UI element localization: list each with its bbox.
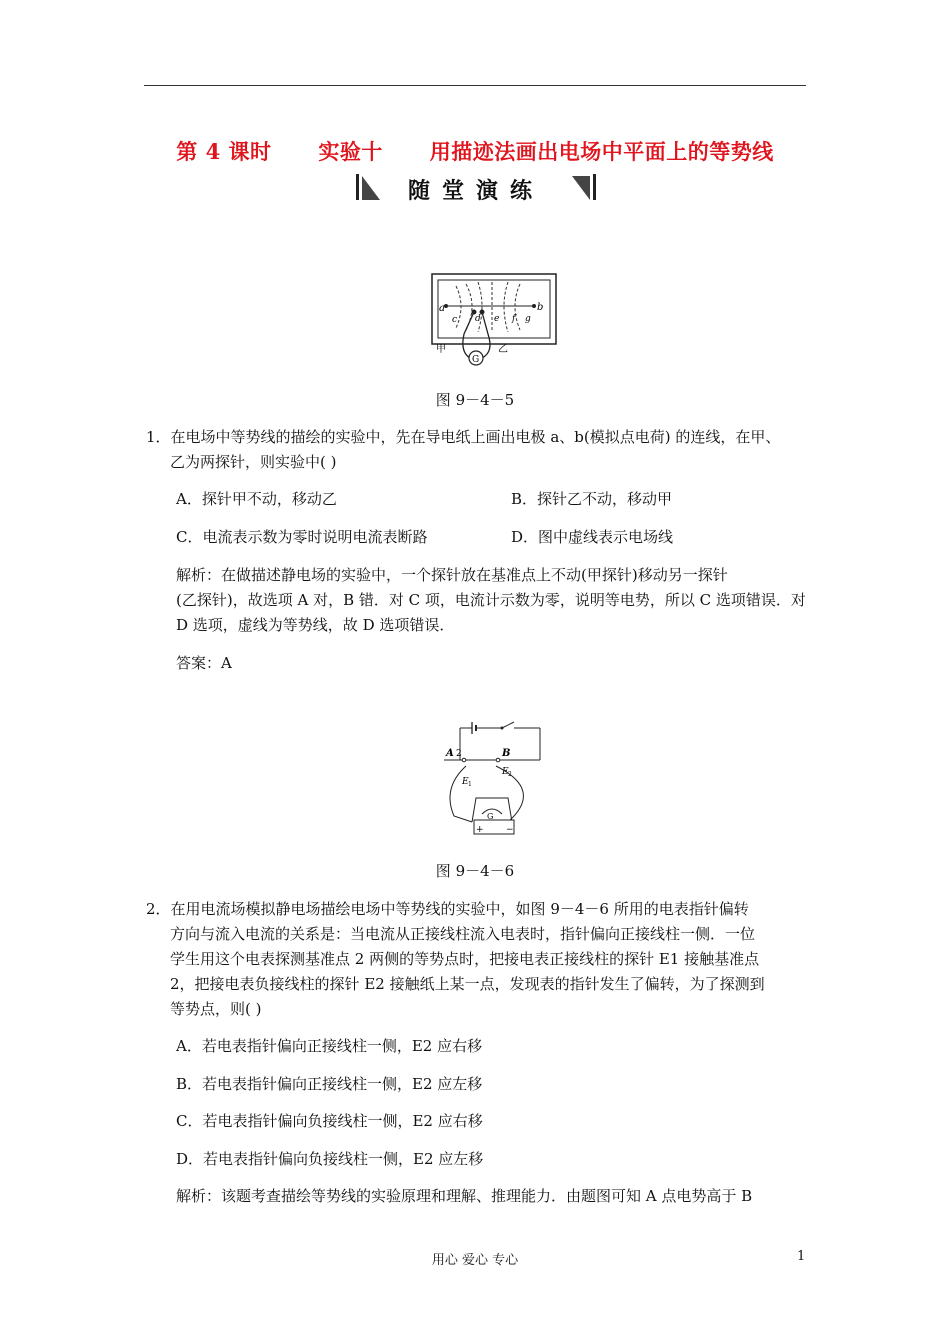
q1-stem-line1: 1．在电场中等势线的描绘的实验中，先在导电纸上画出电极 a、b(模拟点电荷) 的连线，在甲、 <box>146 428 781 446</box>
q1-analysis-line2: (乙探针)，故选项 A 对，B 错．对 C 项，电流计示数为零，说明等电势，所以 C 选项错误．对 <box>176 591 806 609</box>
q1-stem-line2: 乙为两探针，则实验中( ) <box>170 453 337 471</box>
svg-text:乙: 乙 <box>498 344 508 355</box>
svg-text:2: 2 <box>456 749 462 759</box>
svg-text:2: 2 <box>508 771 512 778</box>
q2-stem-line5: 等势点，则( ) <box>170 1000 262 1018</box>
svg-text:甲: 甲 <box>436 344 446 355</box>
svg-text:c: c <box>452 315 458 325</box>
q1-option-b: B．探针乙不动，移动甲 <box>511 490 673 508</box>
galvanometer-label: G <box>472 355 480 365</box>
svg-text:A: A <box>446 748 454 759</box>
figure-circuit-setup <box>438 718 550 838</box>
section-banner <box>356 172 596 202</box>
svg-text:f: f <box>512 314 516 324</box>
banner-title: 随堂演练 <box>407 179 544 204</box>
q2-stem-line2: 方向与流入电流的关系是：当电流从正接线柱流入电表时，指针偏向正接线柱一侧．一位 <box>170 925 756 943</box>
svg-text:e: e <box>494 314 500 324</box>
q2-stem-line4: 2，把接电表负接线柱的探针 E2 接触纸上某一点，发现表的指针发生了偏转，为了探测到 <box>170 975 765 993</box>
figure2-caption: 图 9－4－6 <box>435 862 515 880</box>
q1-analysis-line3: D 选项，虚线为等势线，故 D 选项错误． <box>176 616 455 634</box>
svg-text:g: g <box>525 314 531 324</box>
q1-option-c: C．电流表示数为零时说明电流表断路 <box>176 528 428 546</box>
svg-text:G: G <box>487 812 494 821</box>
svg-text:d: d <box>475 314 481 324</box>
svg-text:E: E <box>462 777 469 787</box>
q2-stem-line1: 2．在用电流场模拟静电场描绘电场中等势线的实验中，如图 9－4－6 所用的电表指针偏转 <box>146 900 749 918</box>
q1-option-d: D．图中虚线表示电场线 <box>511 528 674 546</box>
figure-electric-field-setup <box>430 272 560 368</box>
q2-option-b: B．若电表指针偏向正接线柱一侧，E2 应左移 <box>176 1075 483 1093</box>
svg-text:B: B <box>502 748 511 759</box>
header-rule <box>144 85 806 86</box>
svg-text:+: + <box>476 825 484 835</box>
page-number: 1 <box>797 1249 806 1264</box>
q2-option-c: C．若电表指针偏向负接线柱一侧，E2 应右移 <box>176 1112 483 1130</box>
svg-text:1: 1 <box>468 781 472 788</box>
q1-analysis-line1: 解析：在做描述静电场的实验中，一个探针放在基准点上不动(甲探针)移动另一探针 <box>176 566 728 584</box>
q2-option-d: D．若电表指针偏向负接线柱一侧，E2 应左移 <box>176 1150 484 1168</box>
svg-text:E: E <box>502 767 509 777</box>
q1-answer: 答案：A <box>176 654 232 672</box>
label-a: a <box>439 303 445 314</box>
q1-option-a: A．探针甲不动，移动乙 <box>176 490 337 508</box>
figure1-caption: 图 9－4－5 <box>435 391 515 409</box>
footer-text: 用心 爱心 专心 <box>431 1253 519 1268</box>
q2-analysis-line1: 解析：该题考查描绘等势线的实验原理和理解、推理能力．由题图可知 A 点电势高于 B <box>176 1187 753 1205</box>
svg-text:−: − <box>506 825 514 835</box>
q2-stem-line3: 学生用这个电表探测基准点 2 两侧的等势点时，把接电表正接线柱的探针 E1 接触基准点 <box>170 950 760 968</box>
q2-option-a: A．若电表指针偏向正接线柱一侧，E2 应右移 <box>176 1037 483 1055</box>
lesson-title: 第 4 课时 实验十 用描迹法画出电场中平面上的等势线 <box>176 139 774 164</box>
label-b: b <box>537 302 544 313</box>
